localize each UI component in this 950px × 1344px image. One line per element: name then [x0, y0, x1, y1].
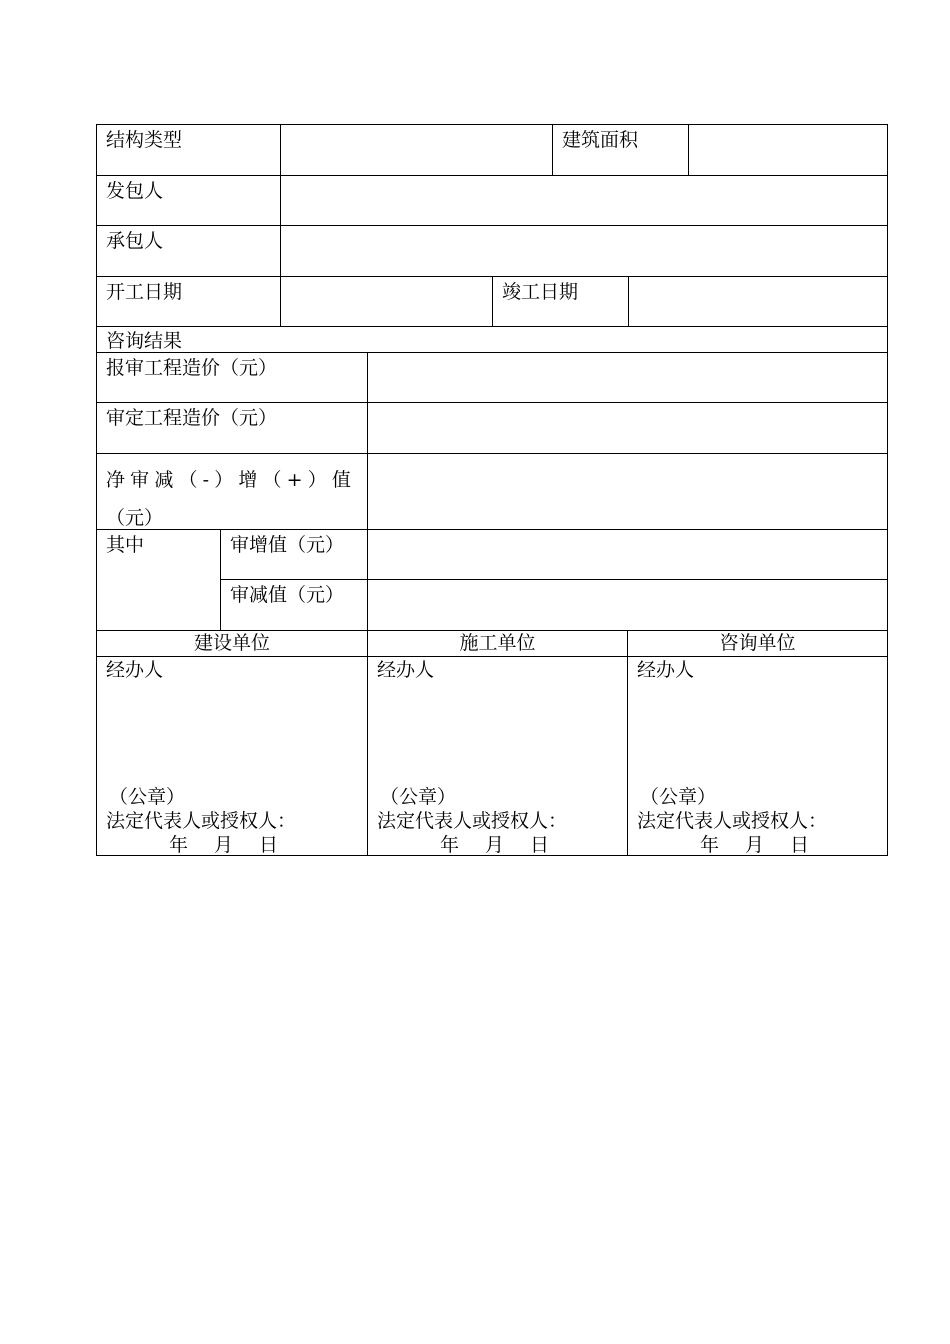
date-year-label: 年	[169, 834, 189, 856]
consulting-results-header: 咨询结果	[96, 326, 888, 353]
submitted-cost-label: 报审工程造价（元）	[96, 352, 368, 403]
date-line	[169, 834, 278, 856]
completion-date-label: 竣工日期	[492, 276, 629, 327]
net-change-char: （	[262, 469, 282, 491]
net-change-unit: （元）	[106, 507, 164, 529]
net-change-char: +	[286, 469, 303, 491]
employer-label: 发包人	[96, 175, 281, 226]
date-year-label: 年	[700, 834, 720, 856]
signature-block-owner[interactable]	[96, 656, 368, 856]
floor-area-field[interactable]	[688, 124, 888, 176]
representative-label: 法定代表人或授权人：	[106, 810, 297, 832]
decrease-field[interactable]	[367, 579, 888, 631]
net-change-char: ）	[307, 469, 327, 491]
official-seal-label: （公章）	[109, 786, 186, 808]
net-change-field[interactable]	[367, 453, 888, 530]
of-which-label: 其中	[96, 529, 221, 631]
net-change-char: -	[202, 469, 210, 491]
cost-audit-form	[96, 124, 888, 856]
structure-type-label: 结构类型	[96, 124, 281, 176]
floor-area-label: 建筑面积	[552, 124, 689, 176]
date-month-label: 月	[745, 834, 765, 856]
completion-date-field[interactable]	[628, 276, 888, 327]
start-date-field[interactable]	[280, 276, 493, 327]
date-day-label: 日	[790, 834, 810, 856]
start-date-label: 开工日期	[96, 276, 281, 327]
representative-label: 法定代表人或授权人：	[637, 810, 828, 832]
handler-label: 经办人	[377, 659, 435, 681]
net-change-char: 减	[154, 469, 174, 491]
approved-cost-field[interactable]	[367, 402, 888, 454]
employer-field[interactable]	[280, 175, 888, 226]
handler-label: 经办人	[637, 659, 695, 681]
net-change-char: 值	[331, 469, 351, 491]
approved-cost-label: 审定工程造价（元）	[96, 402, 368, 454]
contractor-label: 承包人	[96, 225, 281, 277]
date-year-label: 年	[440, 834, 460, 856]
submitted-cost-field[interactable]	[367, 352, 888, 403]
official-seal-label: （公章）	[380, 786, 457, 808]
increase-label: 审增值（元）	[220, 529, 368, 580]
signature-block-consultant[interactable]	[627, 656, 888, 856]
structure-type-field[interactable]	[280, 124, 553, 176]
decrease-label: 审减值（元）	[220, 579, 368, 631]
date-day-label: 日	[259, 834, 279, 856]
increase-field[interactable]	[367, 529, 888, 580]
representative-label: 法定代表人或授权人：	[377, 810, 568, 832]
signature-header-consultant: 咨询单位	[627, 630, 888, 657]
net-change-char: 增	[238, 469, 258, 491]
date-line	[700, 834, 809, 856]
date-line	[440, 834, 549, 856]
net-change-char: ）	[214, 469, 234, 491]
net-change-label	[96, 453, 368, 530]
date-month-label: 月	[214, 834, 234, 856]
signature-header-builder: 施工单位	[367, 630, 628, 657]
net-change-label-line	[106, 468, 359, 492]
official-seal-label: （公章）	[640, 786, 717, 808]
handler-label: 经办人	[106, 659, 164, 681]
signature-block-builder[interactable]	[367, 656, 628, 856]
date-day-label: 日	[530, 834, 550, 856]
net-change-char: 审	[130, 469, 150, 491]
date-month-label: 月	[485, 834, 505, 856]
signature-header-owner: 建设单位	[96, 630, 368, 657]
contractor-field[interactable]	[280, 225, 888, 277]
net-change-char: 净	[106, 469, 126, 491]
net-change-char: （	[178, 469, 198, 491]
